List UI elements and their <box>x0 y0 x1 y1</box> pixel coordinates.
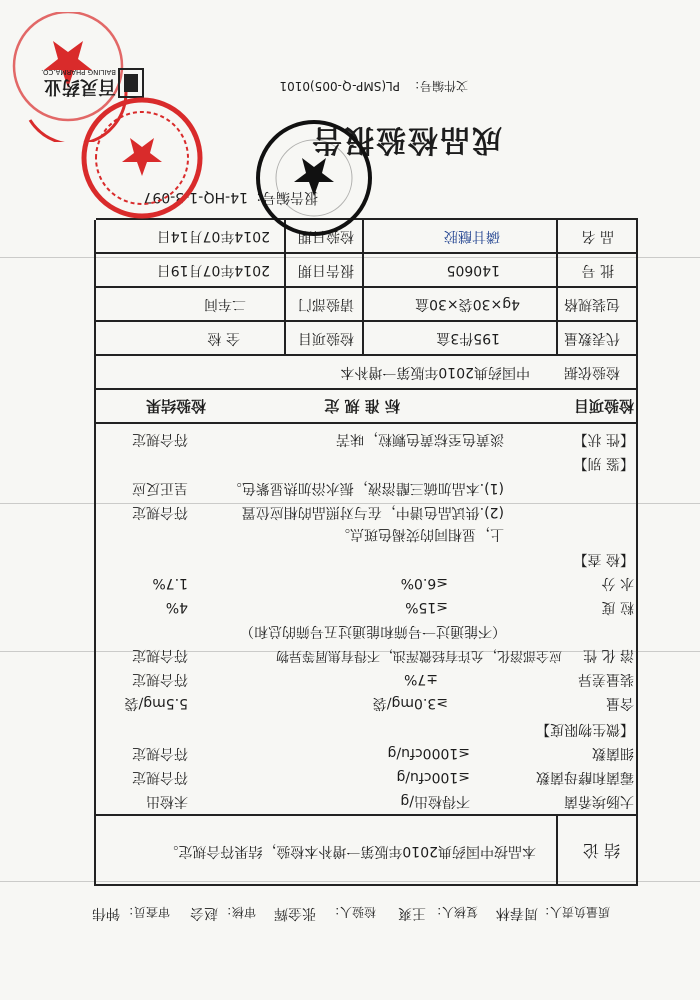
auditor-label: 审查员： <box>121 905 170 919</box>
results-header-item: 检验项目 <box>573 397 634 415</box>
result-value: 符合规定 <box>132 769 188 785</box>
inspection-seal <box>254 118 374 238</box>
result-value: 4% <box>165 599 188 615</box>
result-item: 【鉴 别】 <box>573 455 634 471</box>
inspect-date-value: 2014年07月14日 <box>156 228 270 244</box>
auditor-value: 钟伟 <box>92 905 120 921</box>
result-item: 【性 状】 <box>573 431 634 447</box>
result-standard: 上，显相同的荧褐色斑点。 <box>336 526 504 542</box>
result-standard: ≤100cfu/g <box>396 769 470 785</box>
result-value: 未检出 <box>146 793 188 809</box>
result-item: 【检 查】 <box>573 551 634 567</box>
result-standard: ≥3.0mg/袋 <box>372 695 448 711</box>
results-header-standard: 标 准 规 定 <box>324 397 400 415</box>
result-standard: 淡黄色至棕黄色颗粒，味苦 <box>336 431 504 447</box>
result-standard: ≤1000cfu/g <box>387 745 470 761</box>
result-value: 符合规定 <box>132 504 188 520</box>
inspect-date-label: 检验日期 <box>298 228 354 244</box>
qa-head-value: 周春林 <box>496 905 538 921</box>
product-name-label: 品 名 <box>581 228 614 244</box>
approver-label: 审核： <box>219 905 256 919</box>
inspector-value: 张金辉 <box>274 905 316 921</box>
result-item: 粒 度 <box>601 599 634 615</box>
result-item: 水 分 <box>601 575 634 591</box>
inspector-label: 检验人： <box>327 905 376 919</box>
company-logo-subtext: BAILING PHARMA.CO. <box>41 68 116 76</box>
product-name-value: 磷甘醚胶 <box>444 228 500 244</box>
result-value: 5.5mg/袋 <box>124 695 188 711</box>
report-no-label: 报告编号： <box>248 189 318 205</box>
reviewer-value: 王爽 <box>398 905 426 921</box>
result-item: 霉菌和酵母菌数 <box>536 769 634 785</box>
result-item: 装量差异 <box>578 671 634 687</box>
batch-value: 140605 <box>446 262 500 278</box>
items-value: 全 检 <box>207 330 240 346</box>
report-no-value: 14-HQ-1-3-097 <box>143 189 248 205</box>
basis-label: 检验依据 <box>564 364 620 380</box>
result-item: 细菌数 <box>592 745 634 761</box>
qa-red-stamp <box>78 94 206 222</box>
spec-value: 4g×30袋×30盒 <box>415 296 520 312</box>
conclusion-text: 本品按中国药典2010年版第一增补本检验，结果符合规定。 <box>164 843 536 859</box>
report-date-label: 报告日期 <box>298 262 354 278</box>
doc-code-value: PL(SMP-Q-005)0101 <box>279 79 400 93</box>
qa-head-label: 质量负责人： <box>537 905 610 919</box>
result-standard: (2).供试品色谱中，在与对照品的相应位置 <box>241 504 504 520</box>
result-value: 符合规定 <box>132 431 188 447</box>
result-value: 符合规定 <box>132 745 188 761</box>
result-standard: 不得检出/g <box>400 793 470 809</box>
conclusion-label: 结 论 <box>582 841 620 860</box>
batch-label: 批 号 <box>581 262 614 278</box>
report-title: 成品检验报告 <box>310 122 502 157</box>
report-date-value: 2014年07月19日 <box>156 262 270 278</box>
result-value: 符合规定 <box>132 647 188 663</box>
reviewer-label: 复核人： <box>429 905 478 919</box>
result-standard: (1).本品加硫三醋溶液，振水浴加热显紫色。 <box>227 480 504 496</box>
result-standard: ≤6.0% <box>400 575 448 591</box>
result-item: 【微生物限度】 <box>536 721 634 737</box>
result-item: 大肠埃希菌 <box>564 793 634 809</box>
result-standard: 应全部溶化，允许有轻微浑浊，不得有焦屑等异物 <box>275 648 562 663</box>
result-item: 溶 化 性 <box>583 647 634 663</box>
sample-qty-value: 195件3盒 <box>436 330 500 346</box>
approver-value: 赵会 <box>190 905 218 921</box>
spec-label: 包装规格 <box>564 296 620 312</box>
result-value: 符合规定 <box>132 671 188 687</box>
doc-code-label: 文件编号： <box>407 79 468 93</box>
result-standard: ±7% <box>404 671 438 687</box>
dept-value: 二车间 <box>204 296 246 312</box>
items-label: 检验项目 <box>298 330 354 346</box>
result-standard: （不能通过一号筛和能通过五号筛的总和） <box>240 623 506 639</box>
sample-qty-label: 代表数量 <box>564 330 620 346</box>
dept-label: 请验部门 <box>298 296 354 312</box>
company-logo-text: 百灵药业 <box>44 76 116 97</box>
result-value: 1.7% <box>152 575 188 591</box>
result-value: 呈正反应 <box>132 480 188 496</box>
result-item: 含量 <box>606 695 634 711</box>
result-standard: ≤15% <box>405 599 448 615</box>
basis-value: 中国药典2010年版第一增补本 <box>340 364 530 380</box>
results-header-result: 检验结果 <box>145 397 206 415</box>
